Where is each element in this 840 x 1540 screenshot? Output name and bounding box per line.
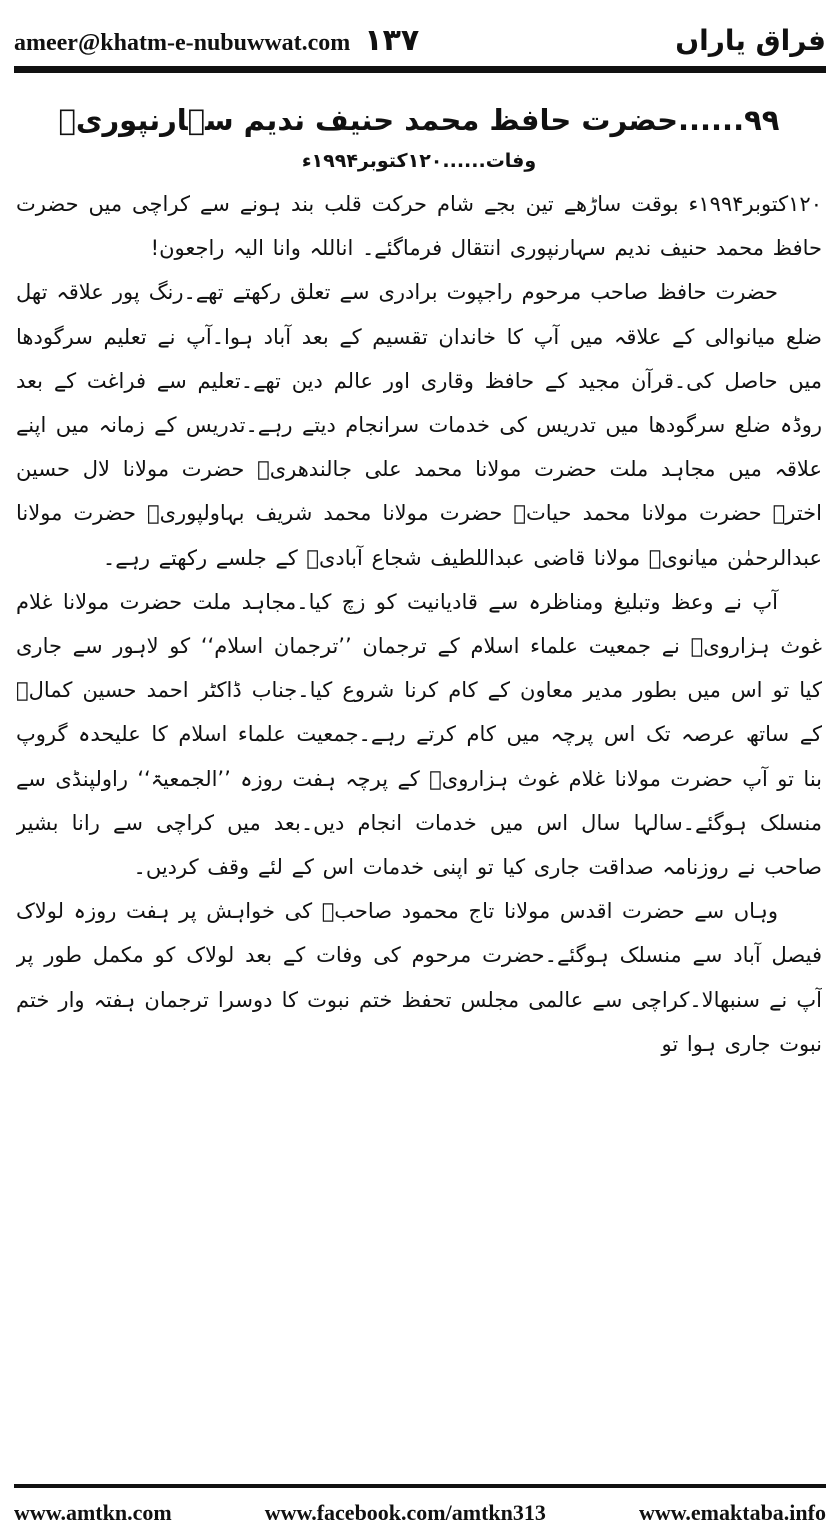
article-heading: ۹۹......حضرت حافظ محمد حنیف ندیم سہارنپوریؒ [58,103,780,137]
article-body [16,92,822,1457]
footer-link-amtkn[interactable]: www.amtkn.com [14,1500,172,1525]
paragraph-4: وہاں سے حضرت اقدس مولانا تاج محمود صاحبؒ کی خواہش پر ہفت روزہ لولاک فیصل آباد سے منسلک ہوگئے۔حضرت مرحوم کی وفات کے بعد لولاک کو مکمل طور پر آپ نے سنبھالا۔کراچی سے عالمی مجلس تحفظ ختم نبوت کا دوسرا ترجمان ہفتہ وار ختم نبوت جاری ہوا تو [16,899,822,1056]
paragraph-3: آپ نے وعظ وتبلیغ ومناظرہ سے قادیانیت کو زچ کیا۔مجاہد ملت حضرت مولانا غلام غوث ہزارویؒ نے جمعیت علماء اسلام کے ترجمان ’’ترجمان اسلام‘‘ کو لاہور سے جاری کیا تو اس میں بطور مدیر معاون کے کام کرنا شروع کیا۔جناب ڈاکٹر احمد حسین کمالؒ کے ساتھ عرصہ تک اس پرچہ میں کام کرتے رہے۔جمعیت علماء اسلام کا علیحدہ گروپ بنا تو آپ حضرت مولانا غلام غوث ہزارویؒ کے پرچہ ہفت روزہ ’’الجمعیۃ‘‘ راولپنڈی سے منسلک ہوگئے۔سالہا سال اس میں خدمات انجام دیں۔بعد میں کراچی سے رانا بشیر صاحب نے روزنامہ صداقت جاری کیا تو اپنی خدمات اس کے لئے وقف کردیں۔ [16,589,822,880]
footer-link-emaktaba[interactable]: www.emaktaba.info [638,1500,826,1525]
page-footer [14,1496,826,1530]
book-title: فراق یاراں [675,23,826,57]
footer-rule [14,1484,826,1488]
footer-link-facebook[interactable]: www.facebook.com/amtkn313 [264,1500,546,1525]
paragraph-1: ۱۲۰کتوبر۱۹۹۴ء بوقت ساڑھے تین بجے شام حرکت قلب بند ہونے سے کراچی میں حضرت حافظ محمد حنیف ندیم سہارنپوری انتقال فرماگئے۔ اناللہ وانا الیہ راجعون! [16,192,822,261]
paragraph-2: حضرت حافظ صاحب مرحوم راجپوت برادری سے تعلق رکھتے تھے۔رنگ پور علاقہ تھل ضلع میانوالی کے علاقہ میں آپ کا خاندان تقسیم کے بعد آباد ہوا۔آپ نے تعلیم سرگودھا میں حاصل کی۔قرآن مجید کے حافظ وقاری اور عالم دین تھے۔تعلیم سے فراغت کے بعد روڈہ ضلع سرگودھا میں تدریس کی خدمات سرانجام دیتے رہے۔تدریس کے زمانہ میں اپنے علاقہ میں مجاہد ملت حضرت مولانا محمد علی جالندھریؒ حضرت مولانا لال حسین اخترؒ حضرت مولانا محمد حیاتؒ حضرت مولانا محمد شریف بہاولپوریؒ حضرت مولانا عبدالرحمٰن میانویؒ مولانا قاضی عبداللطیف شجاع آبادیؒ کے جلسے رکھتے رہے۔ [16,280,822,570]
article-subheading: وفات......۱۲۰کتوبر۱۹۹۴ء [301,150,537,172]
header-email: ameer@khatm-e-nubuwwat.com [14,29,351,56]
header-left-group [14,23,419,58]
page-header [14,18,826,62]
header-rule [14,66,826,73]
page-number: ۱۳۷ [364,22,420,58]
